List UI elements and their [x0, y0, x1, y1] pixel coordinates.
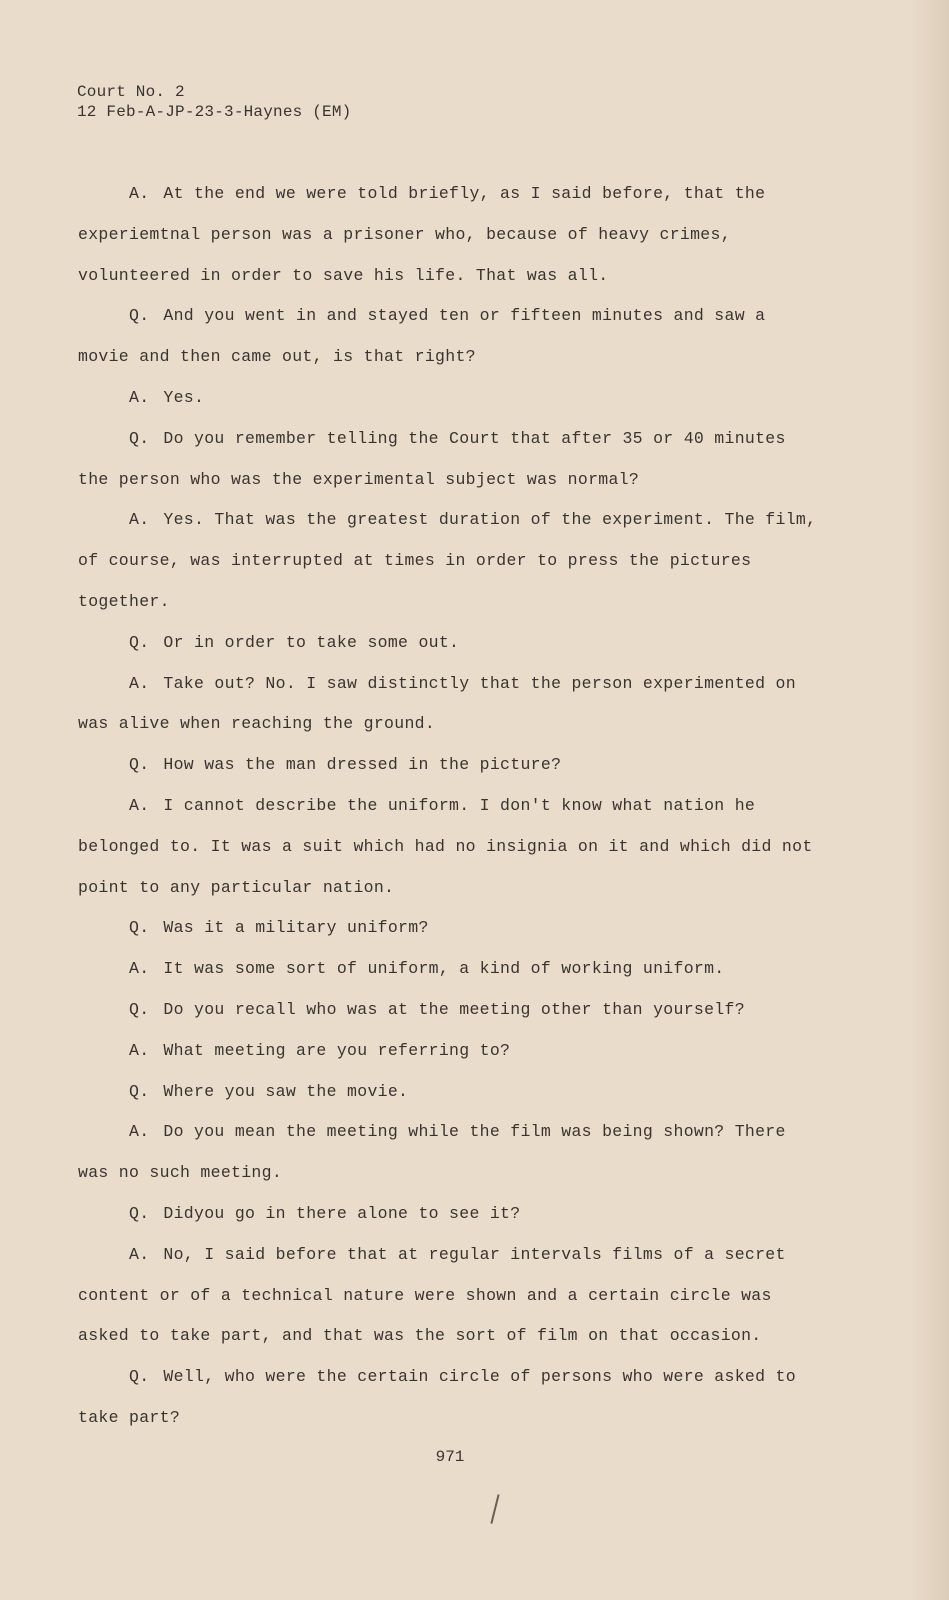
speaker-label: A. — [129, 673, 150, 693]
transcript-paragraph — [78, 419, 818, 501]
paragraph-text: Take out? No. I saw distinctly that the person experimented on was alive when reaching the ground. — [78, 673, 796, 734]
speaker-label: A. — [129, 1040, 150, 1060]
transcript-paragraph — [78, 664, 818, 746]
speaker-label: Q. — [129, 1081, 150, 1101]
paragraph-text: Was it a military uniform? — [163, 918, 429, 938]
speaker-label: Q. — [129, 632, 150, 652]
paragraph-text: And you went in and stayed ten or fifteen minutes and saw a movie and then came out, is that right? — [78, 306, 766, 367]
transcript-paragraph — [78, 1112, 818, 1194]
transcript-paragraph — [78, 623, 818, 664]
transcript-paragraph — [78, 745, 818, 786]
paragraph-text: Do you recall who was at the meeting other than yourself? — [163, 999, 745, 1019]
paragraph-text: I cannot describe the uniform. I don't know what nation he belonged to. It was a suit which had no insignia on it and which did not point to any particular nation. — [78, 795, 813, 897]
paragraph-text: How was the man dressed in the picture? — [163, 755, 562, 775]
court-number: Court No. 2 — [77, 83, 185, 101]
speaker-label: Q. — [129, 999, 150, 1019]
speaker-label: A. — [129, 1244, 150, 1264]
paragraph-text: Do you mean the meeting while the film was being shown? There was no such meeting. — [78, 1122, 786, 1183]
transcript-body — [78, 174, 818, 1439]
speaker-label: A. — [129, 184, 150, 203]
transcript-paragraph — [78, 1357, 818, 1439]
paragraph-text: No, I said before that at regular intervals films of a secret content or of a technical nature were shown and a certain circle was asked to take part, and that was the sort of film on that occasion. — [78, 1244, 786, 1346]
speaker-label: A. — [129, 510, 150, 530]
paragraph-text: Well, who were the certain circle of persons who were asked to take part? — [78, 1367, 796, 1427]
paragraph-text: Didyou go in there alone to see it? — [163, 1203, 521, 1223]
speaker-label: Q. — [129, 1367, 150, 1387]
speaker-label: Q. — [129, 1203, 150, 1223]
transcript-paragraph — [78, 949, 818, 990]
speaker-label: A. — [129, 387, 150, 407]
page-number: 971 — [435, 1448, 465, 1466]
paragraph-text: What meeting are you referring to? — [163, 1040, 511, 1060]
transcript-paragraph — [78, 1031, 818, 1072]
case-reference: 12 Feb-A-JP-23-3-Haynes (EM) — [77, 103, 352, 121]
speaker-label: Q. — [129, 306, 150, 326]
document-header — [77, 82, 351, 122]
paragraph-text: Yes. — [163, 387, 205, 407]
speaker-label: A. — [129, 1122, 150, 1142]
transcript-paragraph — [78, 174, 818, 296]
paragraph-text: It was some sort of uniform, a kind of working uniform. — [163, 959, 725, 979]
transcript-paragraph — [78, 990, 818, 1031]
paragraph-text: Do you remember telling the Court that after 35 or 40 minutes the person who was the experimental subject was normal? — [78, 428, 786, 489]
speaker-label: Q. — [129, 755, 150, 775]
paragraph-text: Where you saw the movie. — [163, 1081, 409, 1101]
transcript-paragraph — [78, 296, 818, 378]
transcript-paragraph — [78, 500, 818, 622]
transcript-paragraph — [78, 1194, 818, 1235]
transcript-paragraph — [78, 908, 818, 949]
transcript-paragraph — [78, 378, 818, 419]
paragraph-text: Or in order to take some out. — [163, 632, 460, 652]
pencil-mark — [490, 1494, 499, 1523]
speaker-label: Q. — [129, 428, 150, 448]
transcript-paragraph — [78, 786, 818, 908]
transcript-paragraph — [78, 1072, 818, 1113]
speaker-label: Q. — [129, 918, 150, 938]
transcript-paragraph — [78, 1235, 818, 1357]
speaker-label: A. — [129, 795, 150, 815]
paragraph-text: At the end we were told briefly, as I said before, that the experiemtnal person was a prisoner who, because of heavy crimes, volunteered in order to save his life. That was all. — [78, 184, 766, 285]
paragraph-text: Yes. That was the greatest duration of the experiment. The film, of course, was interrupted at times in order to press the pictures together. — [78, 510, 817, 611]
speaker-label: A. — [129, 959, 150, 979]
